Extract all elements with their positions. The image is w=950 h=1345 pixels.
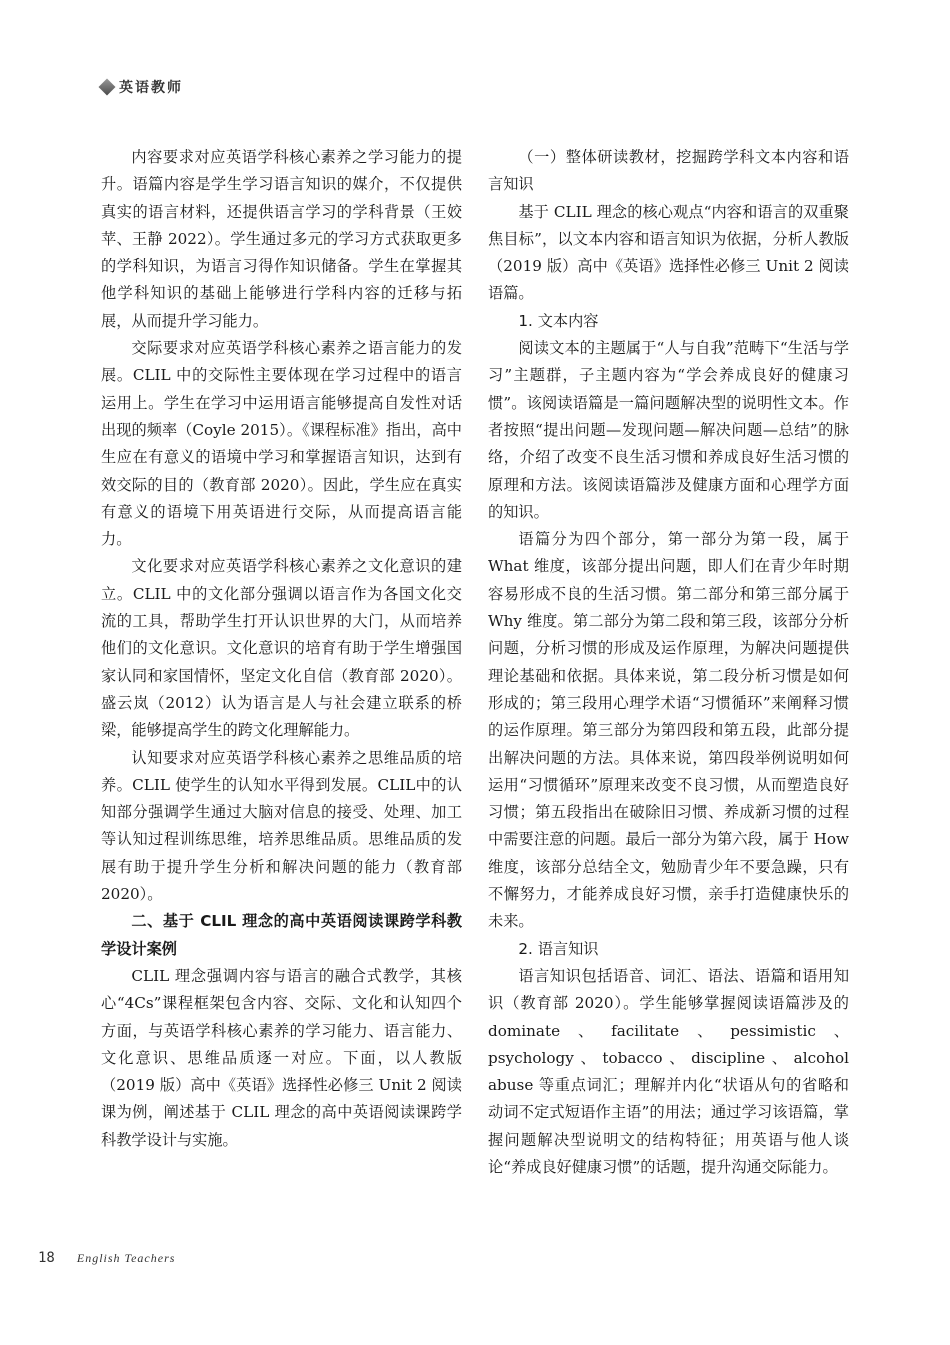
journal-english-name: English Teachers — [76, 1251, 176, 1265]
page-number: 18 — [38, 1250, 55, 1266]
paragraph: 交际要求对应英语学科核心素养之语言能力的发展。CLIL 中的交际性主要体现在学习过程中的语言运用上。学生在学习中运用语言能够提高自发性对话出现的频率（Coyle 2015）。《课程标准》指出，高中生应在有意义的语境中学习和掌握语言知识，达到有效交际的目的（教育部 2020）。因此，学生应在真实有意义的语境下用英语进行交际，从而提高语言能力。 — [101, 339, 462, 549]
paragraph: 语言知识包括语音、词汇、语法、语篇和语用知识（教育部 2020）。学生能够掌握阅读语篇涉及的 dominate、facilitate、pessimistic、psychology、tobacco、discipline、alcohol abuse 等重点词汇；理解并内化“状语从句的省略和动词不定式短语作主语”的用法；通过学习该语篇，掌握问题解决型说明文的结构特征；用英语与他人谈论“养成良好健康习惯”的话题，提升沟通交际能力。 — [488, 966, 849, 1176]
diamond-icon — [99, 79, 116, 96]
right-column — [488, 144, 849, 1181]
subsection-heading: （一）整体研读教材，挖掘跨学科文本内容和语言知识 — [488, 148, 849, 194]
paragraph: 文化要求对应英语学科核心素养之文化意识的建立。CLIL 中的文化部分强调以语言作为各国文化交流的工具，帮助学生打开认识世界的大门，从而培养他们的文化意识。文化意识的培育有助于学生增强国家认同和家国情怀，坚定文化自信（教育部 2020）。盛云岚（2012）认为语言是人与社会建立联系的桥梁，能够提高学生的跨文化理解能力。 — [101, 557, 462, 740]
paragraph: CLIL 理念强调内容与语言的融合式教学，其核心“4Cs”课程框架包含内容、交际、文化和认知四个方面，与英语学科核心素养的学习能力、语言能力、文化意识、思维品质逐一对应。下面，以人教版（2019 版）高中《英语》选择性必修三 Unit 2 阅读课为例，阐述基于 CLIL 理念的高中英语阅读课跨学科教学设计与实施。 — [101, 966, 462, 1149]
page-footer — [38, 1250, 175, 1266]
paragraph: 内容要求对应英语学科核心素养之学习能力的提升。语篇内容是学生学习语言知识的媒介，不仅提供真实的语言材料，还提供语言学习的学科背景（王姣苹、王静 2022）。学生通过多元的学习方式获取更多的学科知识，为语言习得作知识储备。学生在掌握其他学科知识的基础上能够进行学科内容的迁移与拓展，从而提升学习能力。 — [101, 148, 462, 330]
left-column — [101, 144, 462, 1154]
subsection-heading-language-knowledge: 2. 语言知识 — [518, 939, 599, 958]
running-header — [101, 77, 183, 97]
paragraph: 语篇分为四个部分，第一部分为第一段，属于 What 维度，该部分提出问题，即人们在青少年时期容易形成不良的生活习惯。第二部分和第三部分属于 Why 维度。第二部分为第二段和第三段，该部分分析问题，分析习惯的形成及运作原理，为解决问题提供理论基础和依据。具体来说，第二段分析习惯是如何形成的；第三段用心理学术语“习惯循环”来阐释习惯的运作原理。第三部分为第四段和第五段，此部分提出解决问题的方法。具体来说，第四段举例说明如何运用“习惯循环”原理来改变不良习惯，从而塑造良好习惯；第五段指出在破除旧习惯、养成新习惯的过程中需要注意的问题。最后一部分为第六段，属于 How 维度，该部分总结全文，勉励青少年不要急躁，只有不懈努力，才能养成良好习惯，亲手打造健康快乐的未来。 — [488, 530, 849, 931]
subsection-heading-text-content: 1. 文本内容 — [518, 311, 599, 330]
paragraph: 基于 CLIL 理念的核心观点“内容和语言的双重聚焦目标”，以文本内容和语言知识为依据，分析人教版（2019 版）高中《英语》选择性必修三 Unit 2 阅读语篇。 — [488, 202, 849, 303]
section-heading: 二、基于 CLIL 理念的高中英语阅读课跨学科教学设计案例 — [101, 912, 462, 958]
paragraph: 认知要求对应英语学科核心素养之思维品质的培养。CLIL 使学生的认知水平得到发展。CLIL中的认知部分强调学生通过大脑对信息的接受、处理、加工等认知过程训练思维，培养思维品质。思维品质的发展有助于提升学生分析和解决问题的能力（教育部 2020）。 — [101, 748, 462, 904]
journal-name: 英语教师 — [119, 80, 183, 96]
paragraph: 阅读文本的主题属于“人与自我”范畴下“生活与学习”主题群，子主题内容为“学会养成良好的健康习惯”。该阅读语篇是一篇问题解决型的说明性文本。作者按照“提出问题—发现问题—解决问题—总结”的脉络，介绍了改变不良生活习惯和养成良好生活习惯的原理和方法。该阅读语篇涉及健康方面和心理学方面的知识。 — [488, 339, 849, 521]
